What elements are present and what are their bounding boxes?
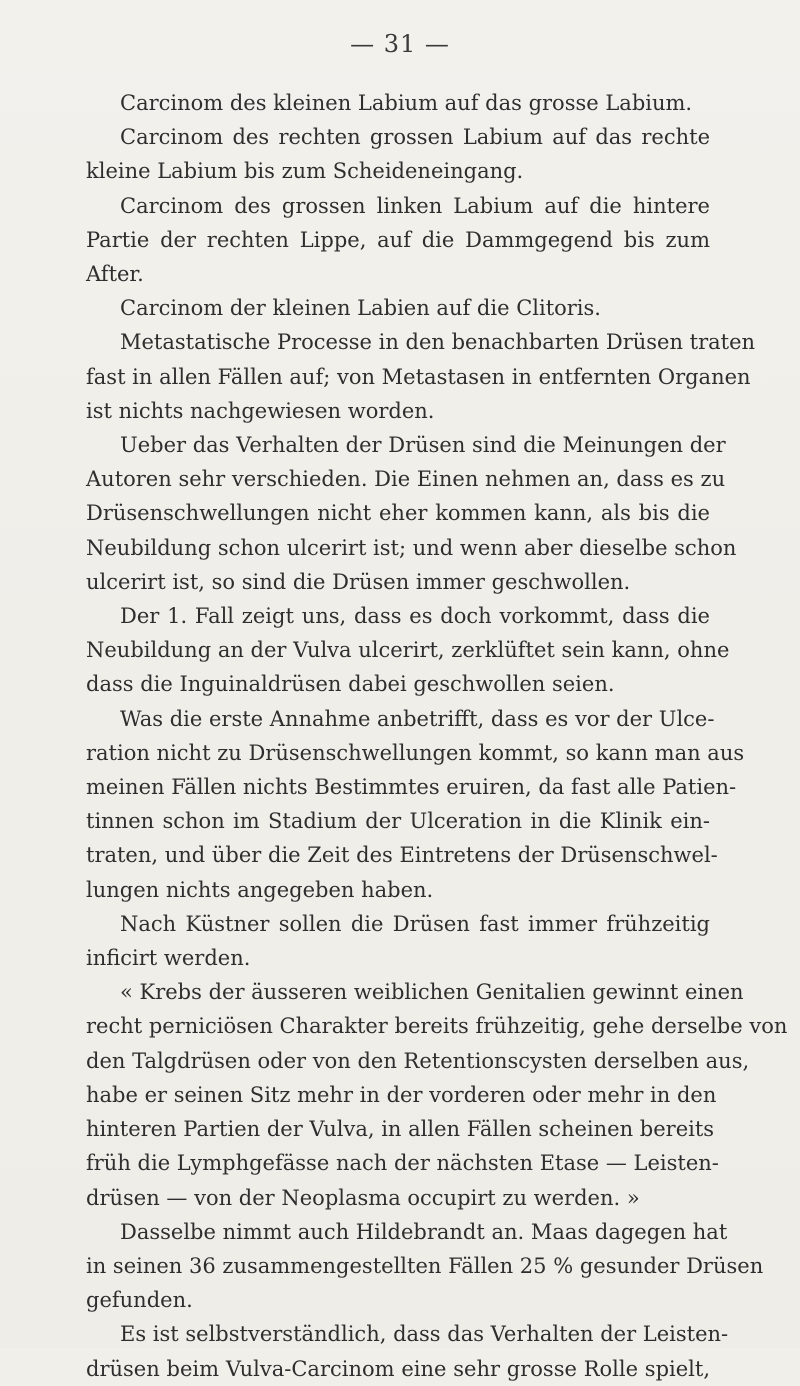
page-number-header: — 31 —: [350, 30, 450, 58]
text-line: lungen nichts angegeben haben.: [86, 877, 434, 902]
text-line: tinnen schon im Stadium der Ulceration in die Klinik ein-: [86, 809, 710, 834]
text-line: « Krebs der äusseren weiblichen Genitalien gewinnt einen: [120, 980, 744, 1005]
text-line: meinen Fällen nichts Bestimmtes eruiren, da fast alle Patien-: [86, 775, 737, 800]
text-line: recht perniciösen Charakter bereits frühzeitig, gehe derselbe von: [86, 1014, 788, 1039]
text-line: habe er seinen Sitz mehr in der vorderen oder mehr in den: [86, 1082, 717, 1107]
text-line: ration nicht zu Drüsenschwellungen kommt, so kann man aus: [86, 740, 745, 765]
text-line: Ueber das Verhalten der Drüsen sind die Meinungen der: [120, 433, 726, 458]
text-line: früh die Lymphgefässe nach der nächsten Etase — Leisten-: [86, 1151, 719, 1176]
text-line: traten, und über die Zeit des Eintretens der Drüsenschwel-: [86, 843, 718, 868]
text-line: kleine Labium bis zum Scheideneingang.: [86, 159, 524, 184]
text-line: inficirt werden.: [86, 946, 251, 971]
text-line: drüsen beim Vulva-Carcinom eine sehr grosse Rolle spielt,: [86, 1356, 710, 1381]
text-line: After.: [86, 262, 144, 287]
text-line: Metastatische Processe in den benachbarten Drüsen traten: [120, 330, 756, 355]
text-line: Neubildung schon ulcerirt ist; und wenn aber dieselbe schon: [86, 535, 737, 560]
text-line: Carcinom der kleinen Labien auf die Clitoris.: [120, 296, 601, 321]
text-line: Neubildung an der Vulva ulcerirt, zerklüftet sein kann, ohne: [86, 638, 730, 663]
text-line: Was die erste Annahme anbetrifft, dass es vor der Ulce-: [120, 706, 715, 731]
text-line: hinteren Partien der Vulva, in allen Fällen scheinen bereits: [86, 1117, 715, 1142]
text-line: den Talgdrüsen oder von den Retentionscysten derselben aus,: [86, 1048, 750, 1073]
text-line: Partie der rechten Lippe, auf die Dammgegend bis zum: [86, 227, 710, 252]
text-line: ist nichts nachgewiesen worden.: [86, 398, 435, 423]
text-line: Autoren sehr verschieden. Die Einen nehmen an, dass es zu: [86, 467, 726, 492]
text-line: dass die Inguinaldrüsen dabei geschwollen seien.: [86, 672, 615, 697]
text-line: drüsen — von der Neoplasma occupirt zu werden. »: [86, 1185, 640, 1210]
text-line: gefunden.: [86, 1288, 193, 1313]
text-line: Carcinom des rechten grossen Labium auf das rechte: [120, 125, 710, 150]
text-line: Carcinom des kleinen Labium auf das grosse Labium.: [120, 91, 693, 115]
text-line: Es ist selbstverständlich, dass das Verhalten der Leisten-: [120, 1322, 729, 1347]
text-line: in seinen 36 zusammengestellten Fällen 25 % gesunder Drüsen: [86, 1253, 764, 1278]
text-line: Der 1. Fall zeigt uns, dass es doch vorkommt, dass die: [120, 604, 710, 629]
body-text: [86, 86, 788, 1386]
text-line: fast in allen Fällen auf; von Metastasen in entfernten Organen: [86, 364, 751, 389]
text-line: Nach Küstner sollen die Drüsen fast immer frühzeitig: [120, 911, 710, 936]
text-line: Carcinom des grossen linken Labium auf die hintere: [120, 193, 710, 218]
text-line: Dasselbe nimmt auch Hildebrandt an. Maas dagegen hat: [120, 1219, 728, 1244]
text-line: Drüsenschwellungen nicht eher kommen kann, als bis die: [86, 501, 710, 526]
text-line: ulcerirt ist, so sind die Drüsen immer geschwollen.: [86, 569, 631, 594]
